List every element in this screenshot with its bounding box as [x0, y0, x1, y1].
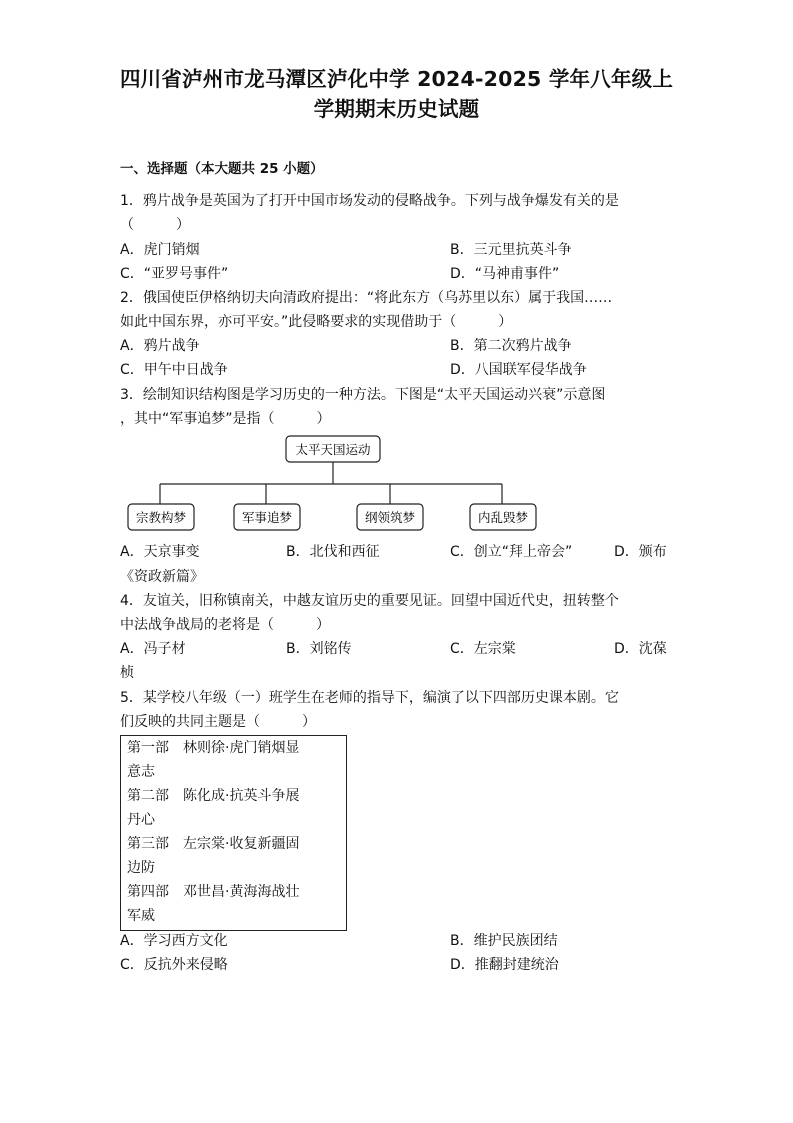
q1-stem-line1: 1．鸦片战争是英国为了打开中国市场发动的侵略战争。下列与战争爆发有关的是 — [120, 193, 619, 209]
q4-option-d: D．沈葆 — [614, 641, 667, 657]
q5-table-line-4: 丹心 — [127, 812, 155, 828]
diagram-node-3-label: 纲领筑梦 — [364, 510, 416, 525]
q4-option-a: A．冯子材 — [120, 641, 186, 657]
diagram-root-label: 太平天国运动 — [295, 442, 371, 457]
q5-table-line-6: 边防 — [127, 860, 155, 876]
q5-table-line-3: 第二部 陈化成·抗英斗争展 — [127, 788, 300, 804]
diagram-node-1-label: 宗教构梦 — [135, 510, 187, 525]
q3-option-b: B．北伐和西征 — [286, 544, 380, 560]
section-heading: 一、选择题（本大题共 25 小题） — [120, 161, 324, 177]
q5-stem-line1: 5．某学校八年级（一）班学生在老师的指导下，编演了以下四部历史课本剧。它 — [120, 690, 619, 706]
exam-title-line1: 四川省泸州市龙马潭区泸化中学 2024-2025 学年八年级上 — [119, 67, 674, 91]
exam-title — [60, 64, 733, 124]
diagram-node-2-label: 军事追梦 — [241, 510, 293, 525]
q5-stem-line2: 们反映的共同主题是（ ） — [120, 714, 316, 730]
q5-table-line-1: 第一部 林则徐·虎门销烟显 — [127, 740, 300, 756]
q2-option-a: A．鸦片战争 — [120, 338, 200, 354]
diagram-node-4-label: 内乱毁梦 — [477, 510, 529, 525]
exam-title-line2: 学期期末历史试题 — [313, 97, 480, 121]
q4-option-b: B．刘铭传 — [286, 641, 352, 657]
q1-stem-line2: （ ） — [120, 217, 190, 233]
q3-stem-line1: 3．绘制知识结构图是学习历史的一种方法。下图是“太平天国运动兴衰”示意图 — [120, 387, 606, 403]
q2-option-d: D．八国联军侵华战争 — [450, 362, 587, 378]
q2-stem-line1: 2．俄国使臣伊格纳切夫向清政府提出：“将此东方（乌苏里以东）属于我国…… — [120, 290, 613, 306]
q5-option-a: A．学习西方文化 — [120, 933, 228, 949]
q5-option-b: B．维护民族团结 — [450, 933, 558, 949]
q4-option-c: C．左宗棠 — [450, 641, 516, 657]
q3-option-d: D．颁布 — [614, 544, 667, 560]
q3-option-a: A．天京事变 — [120, 544, 200, 560]
q4-stem-line2: 中法战争战局的老将是（ ） — [120, 617, 330, 633]
q1-option-a: A．虎门销烟 — [120, 242, 200, 258]
q1-option-c: C．“亚罗号事件” — [120, 266, 229, 282]
structure-diagram — [120, 432, 560, 536]
q5-table-line-5: 第三部 左宗棠·收复新疆固 — [127, 836, 300, 852]
q5-table-line-2: 意志 — [127, 764, 155, 780]
q1-option-d: D．“马神甫事件” — [450, 266, 560, 282]
q5-option-c: C．反抗外来侵略 — [120, 957, 228, 973]
q2-option-c: C．甲午中日战争 — [120, 362, 228, 378]
q5-play-table — [120, 735, 347, 931]
q2-stem-line2: 如此中国东界，亦可平安。”此侵略要求的实现借助于（ ） — [120, 314, 513, 330]
diagram-node-1 — [128, 504, 194, 530]
diagram-node-3 — [357, 504, 423, 530]
q2-option-b: B．第二次鸦片战争 — [450, 338, 572, 354]
diagram-node-2 — [234, 504, 300, 530]
q1-option-b: B．三元里抗英斗争 — [450, 242, 572, 258]
q3-option-c: C．创立“拜上帝会” — [450, 544, 573, 560]
diagram-root-node — [286, 436, 380, 462]
q5-table-line-8: 军威 — [127, 908, 155, 924]
diagram-node-4 — [470, 504, 536, 530]
q4-option-d-cont: 桢 — [120, 665, 134, 681]
q5-option-d: D．推翻封建统治 — [450, 957, 559, 973]
q5-table-line-7: 第四部 邓世昌·黄海海战壮 — [127, 884, 300, 900]
q3-option-d-cont: 《资政新篇》 — [120, 569, 204, 585]
q3-stem-line2: ，其中“军事追梦”是指（ ） — [120, 411, 331, 427]
q4-stem-line1: 4．友谊关，旧称镇南关，中越友谊历史的重要见证。回望中国近代史，扭转整个 — [120, 593, 619, 609]
